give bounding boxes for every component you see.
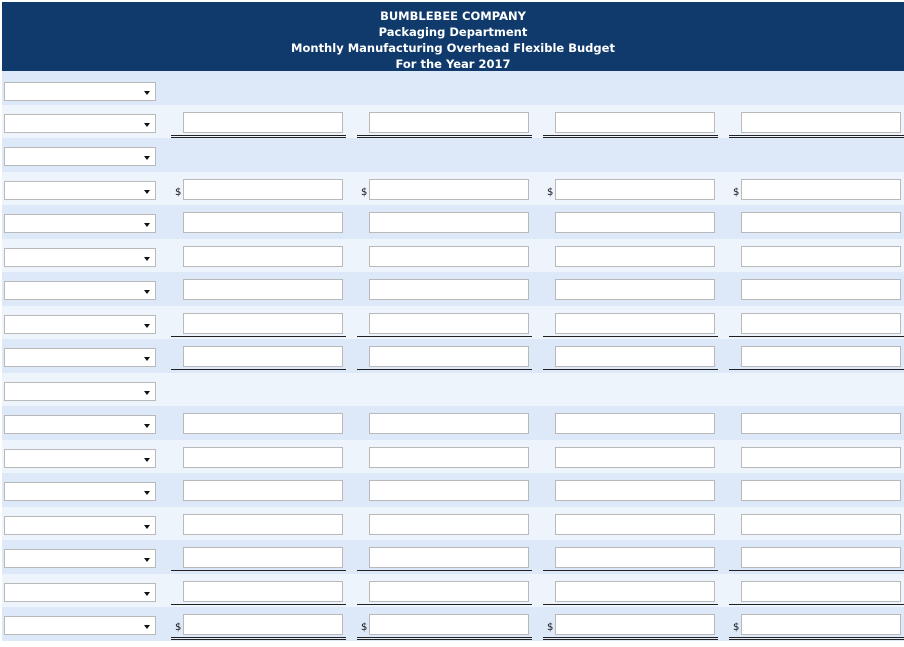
budget-row [2, 172, 904, 205]
chevron-down-icon[interactable] [144, 190, 150, 194]
subtotal-rule [357, 336, 532, 337]
subtotal-rule [357, 604, 532, 605]
amount-input[interactable] [555, 179, 715, 200]
amount-input[interactable] [183, 413, 343, 434]
row-label-dropdown[interactable] [4, 315, 156, 334]
amount-input[interactable] [369, 279, 529, 300]
amount-input[interactable] [741, 179, 901, 200]
amount-input[interactable] [369, 179, 529, 200]
currency-symbol: $ [733, 187, 740, 198]
amount-input[interactable] [369, 112, 529, 133]
chevron-down-icon[interactable] [144, 525, 150, 529]
amount-input[interactable] [555, 413, 715, 434]
amount-input[interactable] [369, 212, 529, 233]
amount-input[interactable] [369, 581, 529, 602]
amount-input[interactable] [741, 447, 901, 468]
row-label-dropdown[interactable] [4, 248, 156, 267]
subtotal-rule [543, 604, 718, 605]
chevron-down-icon[interactable] [144, 91, 150, 95]
amount-input[interactable] [369, 547, 529, 568]
total-double-rule [171, 637, 346, 640]
row-label-dropdown[interactable] [4, 147, 156, 166]
amount-input[interactable] [183, 212, 343, 233]
amount-input[interactable] [369, 614, 529, 635]
subtotal-rule [357, 570, 532, 571]
currency-symbol: $ [175, 187, 182, 198]
budget-row [2, 607, 904, 641]
budget-row [2, 373, 904, 406]
currency-symbol: $ [361, 187, 368, 198]
subtotal-rule [171, 369, 346, 370]
amount-input[interactable] [741, 614, 901, 635]
currency-symbol: $ [547, 187, 554, 198]
budget-row [2, 138, 904, 172]
amount-input[interactable] [741, 246, 901, 267]
chevron-down-icon[interactable] [144, 156, 150, 160]
currency-symbol: $ [175, 622, 182, 633]
budget-row [2, 239, 904, 272]
amount-input[interactable] [369, 447, 529, 468]
subtotal-rule [171, 570, 346, 571]
row-label-dropdown[interactable] [4, 348, 156, 367]
amount-input[interactable] [741, 346, 901, 367]
amount-input[interactable] [741, 480, 901, 501]
amount-input[interactable] [741, 212, 901, 233]
chevron-down-icon[interactable] [144, 257, 150, 261]
row-label-dropdown[interactable] [4, 616, 156, 635]
subtotal-rule [729, 369, 904, 370]
budget-row [2, 339, 904, 373]
budget-row [2, 105, 904, 138]
amount-input[interactable] [369, 480, 529, 501]
amount-input[interactable] [741, 581, 901, 602]
amount-input[interactable] [741, 112, 901, 133]
amount-input[interactable] [555, 112, 715, 133]
report-title: Monthly Manufacturing Overhead Flexible Budget [291, 41, 615, 55]
amount-input[interactable] [183, 447, 343, 468]
amount-input[interactable] [741, 413, 901, 434]
amount-input[interactable] [183, 480, 343, 501]
amount-input[interactable] [555, 547, 715, 568]
chevron-down-icon[interactable] [144, 458, 150, 462]
total-double-rule [543, 637, 718, 640]
budget-row [2, 406, 904, 440]
department-name: Packaging Department [378, 25, 528, 39]
amount-input[interactable] [741, 313, 901, 334]
amount-input[interactable] [555, 246, 715, 267]
amount-input[interactable] [741, 279, 901, 300]
budget-row [2, 71, 904, 105]
budget-row [2, 507, 904, 540]
currency-symbol: $ [733, 622, 740, 633]
report-header [2, 2, 904, 71]
total-double-rule [357, 637, 532, 640]
total-double-rule [729, 637, 904, 640]
row-label-dropdown[interactable] [4, 583, 156, 602]
row-label-dropdown[interactable] [4, 549, 156, 568]
row-label-dropdown[interactable] [4, 449, 156, 468]
amount-input[interactable] [741, 547, 901, 568]
chevron-down-icon[interactable] [144, 290, 150, 294]
row-label-dropdown[interactable] [4, 181, 156, 200]
currency-symbol: $ [547, 622, 554, 633]
chevron-down-icon[interactable] [144, 391, 150, 395]
amount-input[interactable] [183, 581, 343, 602]
budget-row [2, 574, 904, 607]
chevron-down-icon[interactable] [144, 223, 150, 227]
amount-input[interactable] [369, 246, 529, 267]
company-name: BUMBLEBEE COMPANY [380, 9, 526, 23]
amount-input[interactable] [555, 480, 715, 501]
chevron-down-icon[interactable] [144, 558, 150, 562]
subtotal-rule [543, 369, 718, 370]
budget-row [2, 540, 904, 574]
budget-row [2, 272, 904, 306]
subtotal-rule [357, 369, 532, 370]
chevron-down-icon[interactable] [144, 357, 150, 361]
amount-input[interactable] [555, 581, 715, 602]
subtotal-rule [171, 336, 346, 337]
report-period: For the Year 2017 [395, 57, 511, 71]
subtotal-rule [543, 336, 718, 337]
chevron-down-icon[interactable] [144, 491, 150, 495]
amount-input[interactable] [369, 413, 529, 434]
amount-input[interactable] [555, 212, 715, 233]
chevron-down-icon[interactable] [144, 424, 150, 428]
currency-symbol: $ [361, 622, 368, 633]
row-label-dropdown[interactable] [4, 281, 156, 300]
chevron-down-icon[interactable] [144, 324, 150, 328]
subtotal-rule [171, 604, 346, 605]
subtotal-rule [729, 570, 904, 571]
amount-input[interactable] [183, 547, 343, 568]
amount-input[interactable] [555, 447, 715, 468]
subtotal-rule [729, 336, 904, 337]
row-label-dropdown[interactable] [4, 516, 156, 535]
amount-input[interactable] [369, 313, 529, 334]
row-label-dropdown[interactable] [4, 382, 156, 401]
amount-input[interactable] [183, 346, 343, 367]
chevron-down-icon[interactable] [144, 625, 150, 629]
amount-input[interactable] [183, 179, 343, 200]
budget-row [2, 306, 904, 339]
subtotal-rule [543, 570, 718, 571]
amount-input[interactable] [555, 514, 715, 535]
amount-input[interactable] [183, 279, 343, 300]
amount-input[interactable] [183, 112, 343, 133]
amount-input[interactable] [741, 514, 901, 535]
amount-input[interactable] [183, 313, 343, 334]
row-label-dropdown[interactable] [4, 415, 156, 434]
budget-row [2, 473, 904, 507]
subtotal-rule [729, 604, 904, 605]
amount-input[interactable] [555, 614, 715, 635]
amount-input[interactable] [183, 614, 343, 635]
amount-input[interactable] [555, 346, 715, 367]
amount-input[interactable] [183, 514, 343, 535]
amount-input[interactable] [369, 346, 529, 367]
chevron-down-icon[interactable] [144, 592, 150, 596]
row-label-dropdown[interactable] [4, 114, 156, 133]
chevron-down-icon[interactable] [144, 123, 150, 127]
budget-row [2, 205, 904, 239]
row-label-dropdown[interactable] [4, 482, 156, 501]
amount-input[interactable] [369, 514, 529, 535]
amount-input[interactable] [555, 279, 715, 300]
amount-input[interactable] [555, 313, 715, 334]
budget-row [2, 440, 904, 473]
amount-input[interactable] [183, 246, 343, 267]
row-label-dropdown[interactable] [4, 82, 156, 101]
row-label-dropdown[interactable] [4, 214, 156, 233]
